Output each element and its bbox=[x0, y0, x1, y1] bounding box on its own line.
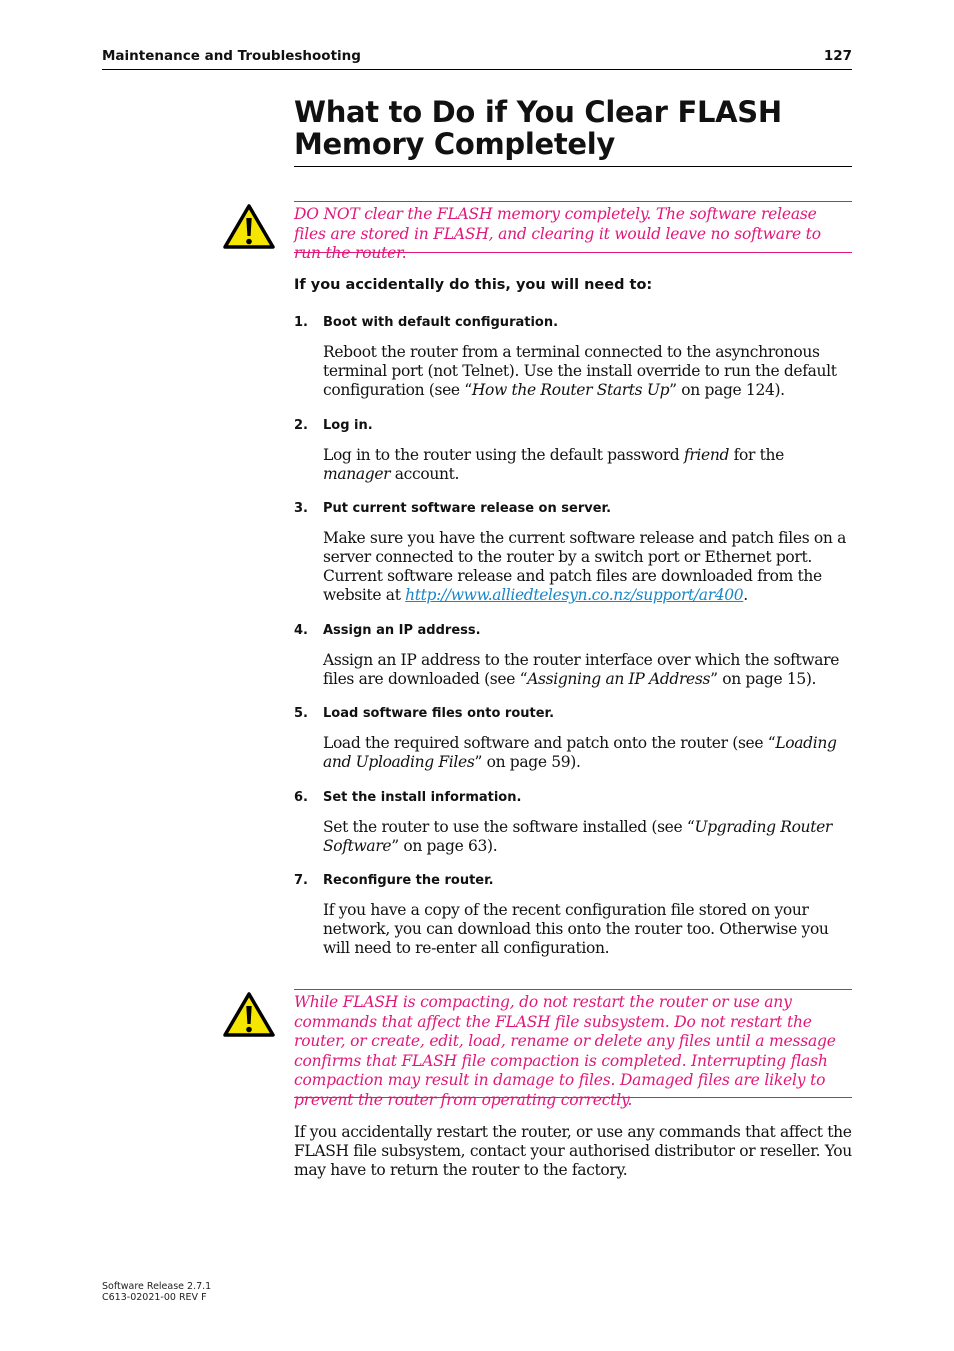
step-number: 1. bbox=[294, 315, 308, 330]
step-body: Reboot the router from a terminal connected to the asynchronous terminal port (not Telnet). Use the install override to run the default configuration (see “How the Router Starts Up” on page 124). bbox=[323, 343, 837, 399]
step-number: 7. bbox=[294, 873, 308, 888]
step-number: 4. bbox=[294, 623, 308, 638]
cross-reference: Assigning an IP Address bbox=[527, 670, 711, 688]
footer-release: Software Release 2.7.1 bbox=[102, 1281, 212, 1292]
step-number: 3. bbox=[294, 501, 308, 516]
step-number: 6. bbox=[294, 790, 308, 805]
step-heading: Reconfigure the router. bbox=[323, 873, 494, 888]
step-body: Set the router to use the software installed (see “Upgrading Router Software” on page 63). bbox=[323, 818, 832, 855]
step-number: 5. bbox=[294, 706, 308, 721]
step-body: Assign an IP address to the router interface over which the software files are downloaded (see “Assigning an IP Address” on page 15). bbox=[323, 651, 840, 688]
page-title: What to Do if You Clear FLASH Memory Completely bbox=[294, 96, 852, 167]
page-header bbox=[102, 47, 852, 70]
cross-reference: How the Router Starts Up bbox=[471, 381, 670, 399]
cross-reference: Loading and Uploading Files bbox=[323, 734, 837, 771]
closing-paragraph: If you accidentally restart the router, or use any commands that affect the FLASH file subsystem, contact your authorised distributor or reseller. You may have to return the router to the factory. bbox=[294, 1123, 852, 1179]
step-body: Log in to the router using the default password friend for the manager account. bbox=[323, 446, 784, 483]
step-heading: Assign an IP address. bbox=[323, 623, 481, 638]
cross-reference: Upgrading Router Software bbox=[323, 818, 832, 855]
step-heading: Boot with default configuration. bbox=[323, 315, 559, 330]
step-heading: Log in. bbox=[323, 418, 373, 433]
step-body: Make sure you have the current software release and patch files on a server connected to the router by a switch port or Ethernet port. Current software release and patch files are downloaded from the website at http://www.alliedtelesyn.co.nz/support/ar400. bbox=[323, 529, 846, 604]
account-term: manager bbox=[323, 465, 391, 483]
step-number: 2. bbox=[294, 418, 308, 433]
step-heading: Put current software release on server. bbox=[323, 501, 612, 516]
step-body: Load the required software and patch onto the router (see “Loading and Uploading Files” on page 59). bbox=[323, 734, 837, 771]
page-footer bbox=[102, 1281, 211, 1303]
page-number: 127 bbox=[823, 48, 852, 64]
warning-note-1: DO NOT clear the FLASH memory completely. The software release files are stored in FLASH, and clearing it would leave no software to run the router. bbox=[294, 201, 852, 253]
section-title: Maintenance and Troubleshooting bbox=[102, 48, 361, 64]
step-heading: Set the install information. bbox=[323, 790, 522, 805]
step-body: If you have a copy of the recent configuration file stored on your network, you can download this onto the router too. Otherwise you will need to re-enter all configuration. bbox=[323, 901, 829, 957]
warning-triangle-icon bbox=[223, 203, 275, 249]
password-term: friend bbox=[683, 446, 730, 464]
footer-doc-code: C613-02021-00 REV F bbox=[102, 1292, 207, 1303]
warning-triangle-icon bbox=[223, 991, 275, 1037]
intro-text: If you accidentally do this, you will need to: bbox=[294, 277, 653, 293]
step-heading: Load software files onto router. bbox=[323, 706, 555, 721]
support-website-link[interactable]: http://www.alliedtelesyn.co.nz/support/ar400 bbox=[405, 586, 744, 604]
warning-note-2: While FLASH is compacting, do not restart the router or use any commands that affect the FLASH file subsystem. Do not restart the router, or create, edit, load, rename or delete any files until a message confirms that FLASH file compaction is completed. Interrupting flash compaction may result in damage to files. Damaged files are likely to prevent the router from operating correctly. bbox=[294, 989, 852, 1098]
